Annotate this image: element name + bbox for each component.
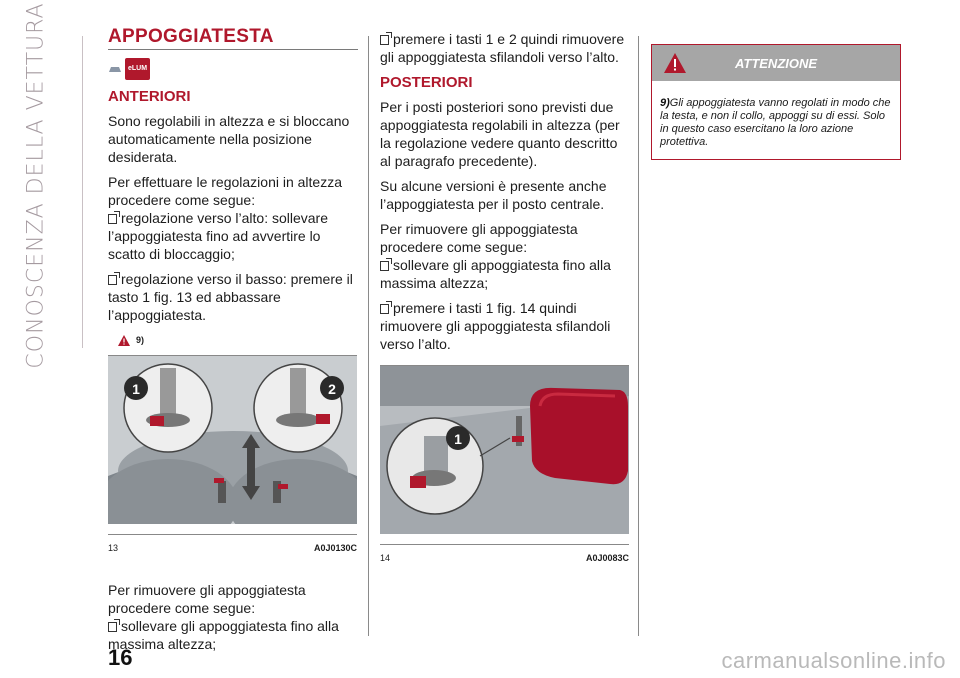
side-rule — [82, 36, 83, 348]
attention-box — [651, 44, 901, 160]
figure-13 — [108, 355, 357, 557]
column-divider-1 — [368, 36, 369, 636]
paragraph: Per effettuare le regolazioni in altezza procedere come segue: — [108, 174, 342, 208]
figure-caption — [108, 534, 357, 557]
side-title-text: CONOSCENZA DELLA VETTURA — [23, 1, 49, 369]
bullet-item: sollevare gli appoggiatesta fino alla massima altezza; — [108, 618, 339, 652]
attention-header — [652, 45, 900, 81]
column-divider-2 — [638, 36, 639, 636]
checkbox-bullet-icon — [108, 622, 117, 632]
paragraph: Per i posti posteriori sono previsti due appoggiatesta regolabili in altezza (per la regolazione vedere quanto descritto al paragrafo precedente). — [380, 99, 620, 169]
paragraph: Su alcune versioni è presente anche l’appoggiatesta per il posto centrale. — [380, 178, 607, 212]
warning-triangle-icon — [118, 335, 130, 346]
figure-14 — [380, 365, 629, 567]
attention-ref: 9) — [660, 97, 670, 109]
attention-body — [652, 81, 900, 159]
checkbox-bullet-icon — [380, 261, 389, 271]
watermark: carmanualsonline.info — [721, 648, 946, 673]
checkbox-bullet-icon — [380, 304, 389, 314]
callout-1: 1 — [132, 381, 140, 397]
figure-14-image — [380, 366, 629, 534]
bullet-item: sollevare gli appoggiatesta fino alla massima altezza; — [380, 257, 611, 291]
checkbox-bullet-icon — [108, 275, 117, 285]
paragraph: Per rimuovere gli appoggiatesta procedere come segue: — [380, 221, 578, 255]
car-icon — [108, 64, 122, 74]
paragraph: Per rimuovere gli appoggiatesta procedere come segue: — [108, 582, 306, 616]
figure-code: A0J0130C — [313, 543, 357, 553]
attention-text: Gli appoggiatesta vanno regolati in modo che la testa, e non il collo, appoggi su di essi. Solo in questo caso esercitano la loro azione protettiva. — [660, 97, 891, 148]
section-heading-posteriori: POSTERIORI — [380, 74, 473, 91]
figure-number: 13 — [108, 543, 119, 553]
figure-13-image — [108, 356, 357, 524]
section-heading-anteriori: ANTERIORI — [108, 88, 191, 105]
callout-2: 2 — [328, 381, 336, 397]
page-number: 16 — [108, 645, 133, 670]
callout-1: 1 — [454, 431, 462, 447]
attention-title: ATTENZIONE — [734, 56, 818, 71]
checkbox-bullet-icon — [380, 35, 389, 45]
figure-code: A0J0083C — [585, 553, 629, 563]
bullet-item: regolazione verso il basso: premere il tasto 1 fig. 13 ed abbassare l’appoggiatesta. — [108, 271, 353, 323]
section-side-title — [18, 1, 54, 369]
page-title: APPOGGIATESTA — [108, 28, 358, 50]
elum-badge: eLUM — [125, 58, 150, 80]
column-1 — [108, 28, 358, 660]
elum-indicator — [108, 58, 358, 80]
paragraph: Sono regolabili in altezza e si bloccano automaticamente nella posizione desiderata. — [108, 113, 350, 165]
figure-caption — [380, 544, 629, 567]
bullet-item: regolazione verso l’alto: sollevare l’appoggiatesta fino ad avvertire lo scatto di bloccaggio; — [108, 210, 328, 262]
figure-number: 14 — [380, 553, 391, 563]
warning-reference: 9) — [118, 331, 358, 349]
column-2 — [380, 30, 630, 567]
bullet-item: premere i tasti 1 e 2 quindi rimuovere gli appoggiatesta sfilandoli verso l’alto. — [380, 31, 625, 65]
bullet-item: premere i tasti 1 fig. 14 quindi rimuovere gli appoggiatesta sfilandoli verso l’alto. — [380, 300, 611, 352]
checkbox-bullet-icon — [108, 214, 117, 224]
